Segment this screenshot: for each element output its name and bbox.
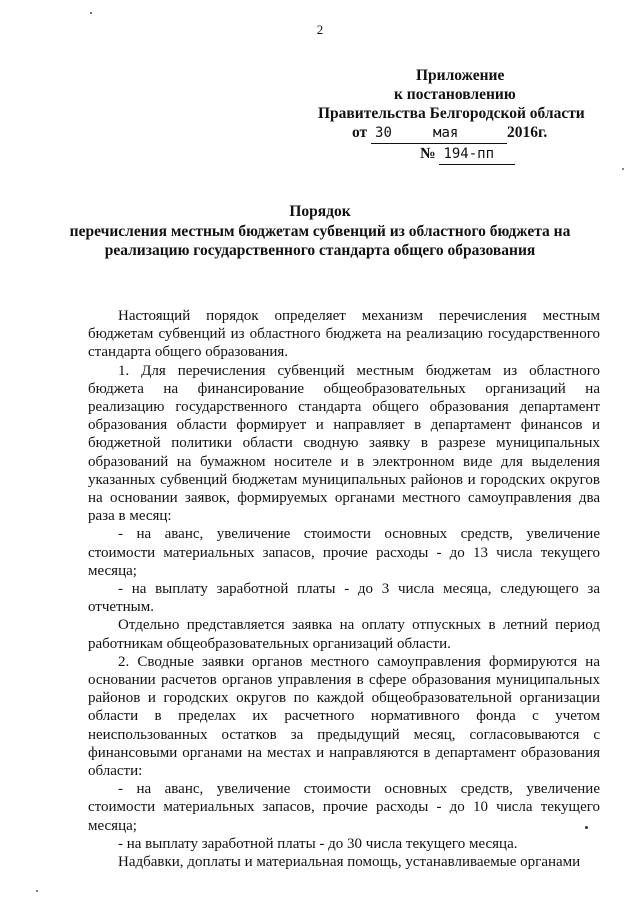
appendix-number-line	[318, 144, 598, 165]
scan-speck	[90, 12, 92, 14]
paragraph: - на выплату заработной платы - до 3 числа месяца, следующего за отчетным.	[88, 581, 600, 616]
paragraph: Надбавки, доплаты и материальная помощь, устанавливаемые органами	[118, 854, 581, 871]
paragraph: - на аванс, увеличение стоимости основных средств, увеличение стоимости материальных запасов, прочие расходы - до 13 числа текущего месяца;	[88, 526, 600, 579]
paragraph: 2. Сводные заявки органов местного самоуправления формируются на основании расчетов органов управления в сфере образования муниципальных районов и городских округов по каждой общеобразовательной организации области в пределах их расчетного нормативного фонда с учетом неиспользованных остатков за предыдущий месяц, согласовываются с финансовыми органами на местах и направляются в департамент образования области:	[88, 653, 600, 780]
title-line: реализацию государственного стандарта общего образования	[104, 242, 536, 259]
date-month: мая	[411, 124, 507, 144]
title-line: перечисления местным бюджетам субвенций из областного бюджета на	[69, 222, 571, 240]
scan-speck	[36, 890, 38, 892]
number-prefix: №	[420, 145, 436, 162]
paragraph: Настоящий порядок определяет механизм перечисления местным бюджетам субвенций из областного бюджета на реализацию государственного стандарта общего образования.	[88, 308, 600, 361]
appendix-date-line	[318, 123, 598, 144]
paragraph: 1. Для перечисления субвенций местным бюджетам из областного бюджета на финансирование общеобразовательных организаций на реализацию государственного стандарта общего образования департамент образования области формирует и направляет в департамент финансов и бюджетной политики области сводную заявку в разрезе муниципальных образований на бумажном носителе и в электронном виде для выделения указанных субвенций бюджетам муниципальных районов и городских округов на основании заявок, формируемых органами местного самоуправления два раза в месяц:	[88, 362, 600, 525]
appendix-header	[318, 66, 598, 165]
date-day: 30	[371, 124, 411, 144]
paragraph: Отдельно представляется заявка на оплату отпускных в летний период работникам общеобразовательных организаций области.	[88, 617, 600, 652]
resolution-number: 194-пп	[439, 145, 515, 165]
paragraph: - на выплату заработной платы - до 30 числа текущего месяца.	[118, 835, 518, 852]
appendix-label: Приложение	[416, 67, 505, 84]
appendix-to-resolution: к постановлению	[394, 86, 516, 103]
date-prefix: от	[352, 124, 368, 141]
scan-speck	[622, 168, 624, 170]
title-line: Порядок	[289, 203, 351, 220]
date-year: 2016г.	[507, 124, 548, 141]
appendix-government: Правительства Белгородской области	[318, 105, 585, 122]
paragraph: - на аванс, увеличение стоимости основных средств, увеличение стоимости материальных запасов, прочие расходы - до 10 числа текущего месяца;	[88, 781, 600, 834]
document-title	[40, 202, 600, 261]
document-body	[88, 307, 600, 871]
page-number: 2	[316, 22, 324, 37]
